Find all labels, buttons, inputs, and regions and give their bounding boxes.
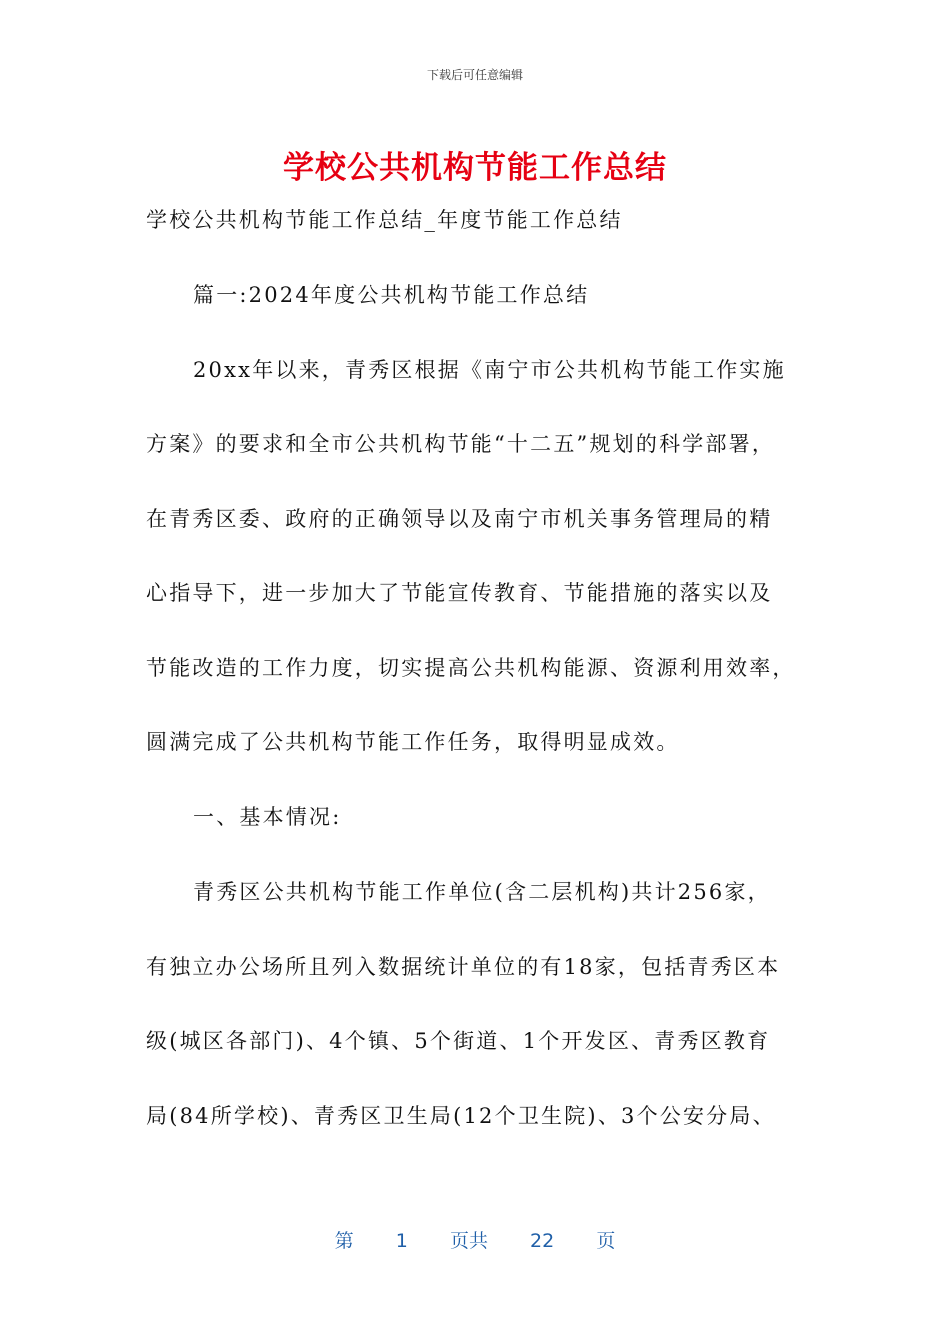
page-suffix: 页 — [596, 1230, 616, 1252]
page-number-footer — [0, 1226, 950, 1253]
page-middle: 页共 — [449, 1230, 488, 1252]
paragraph-line: 有独立办公场所且列入数据统计单位的有18家，包括青秀区本 — [146, 955, 781, 979]
paragraph-line: 在青秀区委、政府的正确领导以及南宁市机关事务管理局的精 — [146, 507, 773, 531]
paragraph-line: 节能改造的工作力度，切实提高公共机构能源、资源利用效率， — [146, 656, 796, 680]
page-total: 22 — [530, 1230, 555, 1252]
page-prefix: 第 — [334, 1230, 354, 1252]
header-note: 下载后可任意编辑 — [426, 68, 523, 82]
section-heading-part-one: 篇一:2024年度公共机构节能工作总结 — [193, 283, 590, 307]
paragraph-line: 20xx年以来，青秀区根据《南宁市公共机构节能工作实施 — [193, 358, 786, 382]
document-title: 学校公共机构节能工作总结 — [283, 150, 667, 186]
paragraph-line: 方案》的要求和全市公共机构节能“十二五”规划的科学部署， — [146, 432, 776, 456]
paragraph-line: 心指导下，进一步加大了节能宣传教育、节能措施的落实以及 — [146, 581, 773, 605]
page-current: 1 — [395, 1230, 408, 1252]
paragraph-line: 青秀区公共机构节能工作单位(含二层机构)共计256家， — [193, 880, 771, 904]
section-heading-basic: 一、基本情况: — [193, 805, 342, 829]
paragraph-line: 圆满完成了公共机构节能工作任务，取得明显成效。 — [146, 730, 680, 754]
paragraph-line: 局(84所学校)、青秀区卫生局(12个卫生院)、3个公安分局、 — [146, 1104, 776, 1128]
document-subtitle: 学校公共机构节能工作总结_年度节能工作总结 — [146, 208, 623, 232]
paragraph-line: 级(城区各部门)、4个镇、5个街道、1个开发区、青秀区教育 — [146, 1029, 771, 1053]
